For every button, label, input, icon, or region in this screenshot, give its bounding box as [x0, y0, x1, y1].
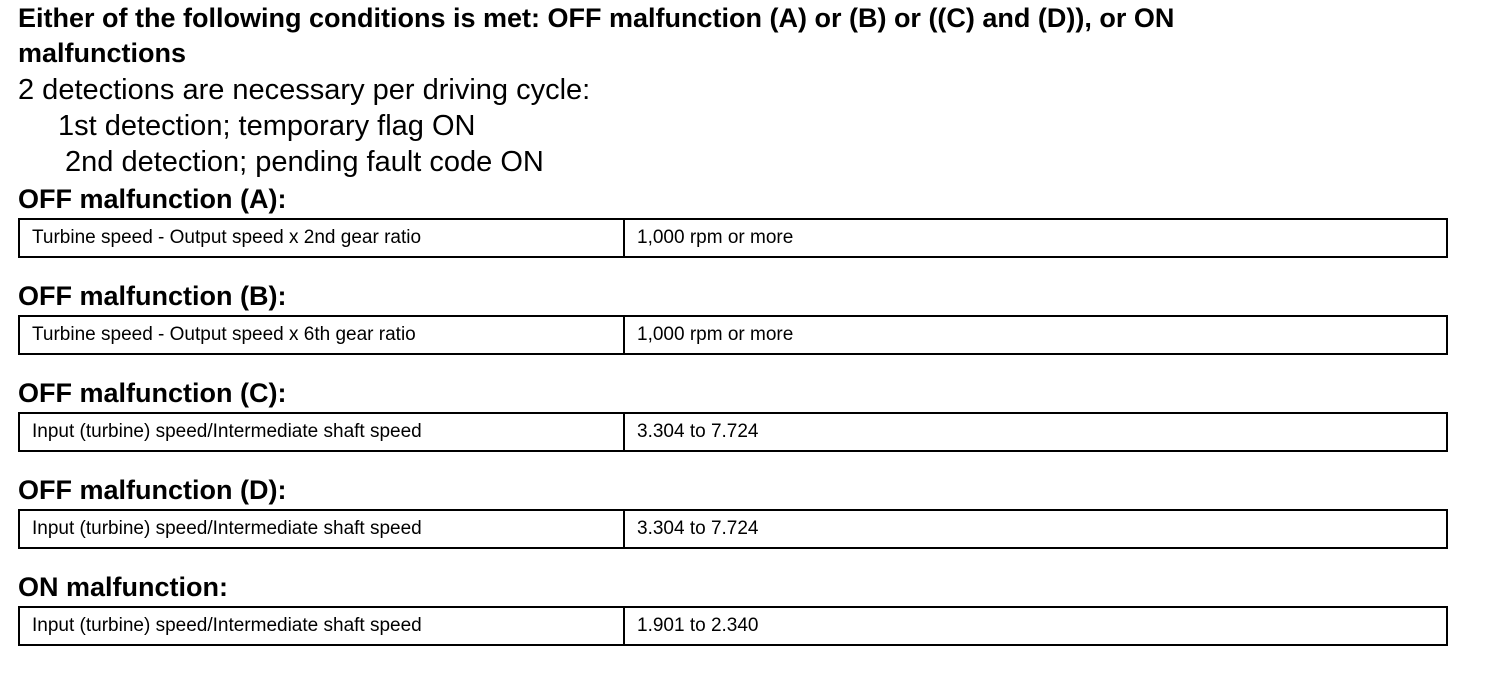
condition-table-off-b — [18, 315, 1448, 355]
section-title-off-a: OFF malfunction (A): — [18, 184, 287, 214]
second-detection-text: 2nd detection; pending fault code ON — [65, 146, 544, 178]
value-cell: 3.304 to 7.724 — [637, 518, 759, 539]
condition-table-off-a — [18, 218, 1448, 258]
section-title-on: ON malfunction: — [18, 572, 228, 602]
value-cell: 1,000 rpm or more — [637, 227, 794, 248]
parameter-cell: Turbine speed - Output speed x 6th gear ratio — [20, 317, 625, 353]
parameter-cell: Input (turbine) speed/Intermediate shaft speed — [20, 511, 625, 547]
value-cell: 3.304 to 7.724 — [637, 421, 759, 442]
condition-table-on — [18, 606, 1448, 646]
detections-required-text: 2 detections are necessary per driving cycle: — [18, 74, 591, 106]
parameter-cell: Input (turbine) speed/Intermediate shaft speed — [20, 608, 625, 644]
condition-table-off-d — [18, 509, 1448, 549]
parameter-cell: Turbine speed - Output speed x 2nd gear ratio — [20, 220, 625, 256]
condition-table-off-c — [18, 412, 1448, 452]
section-title-off-b: OFF malfunction (B): — [18, 281, 287, 311]
value-cell: 1.901 to 2.340 — [637, 615, 759, 636]
value-cell: 1,000 rpm or more — [637, 324, 794, 345]
section-title-off-c: OFF malfunction (C): — [18, 378, 287, 408]
first-detection-text: 1st detection; temporary flag ON — [58, 110, 476, 142]
section-title-off-d: OFF malfunction (D): — [18, 475, 287, 505]
parameter-cell: Input (turbine) speed/Intermediate shaft speed — [20, 414, 625, 450]
conditions-heading: Either of the following conditions is met: OFF malfunction (A) or (B) or ((C) and (D)), or ON malfunctions — [18, 3, 1175, 68]
